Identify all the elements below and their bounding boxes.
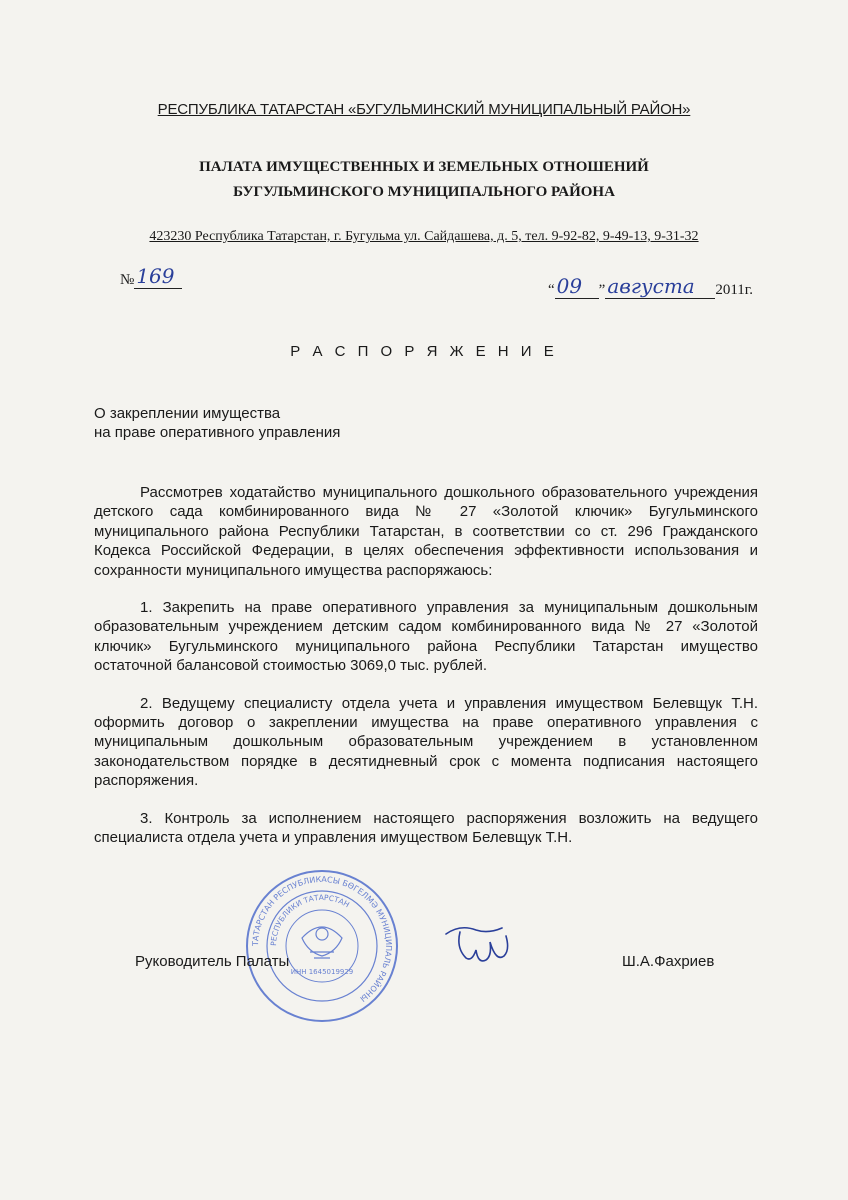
handwritten-signature [438, 920, 528, 970]
number-blank [134, 264, 182, 289]
number-prefix: № [120, 272, 135, 288]
signer-name: Ш.А.Фахриев [622, 953, 715, 970]
stamp-inner-text: РЕСПУБЛИКИ ТАТАРСТАН [268, 892, 352, 947]
handwritten-day: 09 [556, 274, 583, 298]
agency-name-line2: БУГУЛЬМИНСКОГО МУНИЦИПАЛЬНОГО РАЙОНА [233, 184, 615, 200]
date-open-quote: “ [548, 282, 555, 298]
body-item-3: 3. Контроль за исполнением настоящего распоряжения возложить на ведущего специалиста отдела учета и управления имуществом Белевщук Т.Н. [94, 809, 758, 847]
date-month-blank [605, 274, 715, 299]
body-item-2: 2. Ведущему специалисту отдела учета и управления имуществом Белевщук Т.Н. оформить договор о закреплении имущества на праве оперативного управления с муниципальным дошкольным образовательным учреждением в установленном законодательством порядке в десятидневный срок с момента подписания настоящего распоряжения. [94, 694, 758, 790]
subject-line2: на праве оперативного управления [94, 424, 341, 441]
subject-line1: О закреплении имущества [94, 405, 281, 422]
body-preamble: Рассмотрев ходатайство муниципального дошкольного образовательного учреждения детского сада комбинированного вида № 27 «Золотой ключик» Бугульминского муниципального района Республики Татарстан, в соответствии со ст. 296 Гражданского Кодекса Российской Федерации, в целях обеспечения эффективности использования и сохранности муниципального имущества распоряжаюсь: [94, 484, 758, 579]
header-region-line: РЕСПУБЛИКА ТАТАРСТАН «БУГУЛЬМИНСКИЙ МУНИЦИПАЛЬНЫЙ РАЙОН» [157, 101, 691, 118]
body-item-1: 1. Закрепить на праве оперативного управления за муниципальным дошкольным образовательным учреждением детским садом комбинированного вида № 27 «Золотой ключик» Бугульминского муниципального района Республики Татарстан имущество остаточной балансовой стоимостью 3069,0 тыс. рублей. [94, 599, 758, 675]
stamp-outer-text: ТАТАРСТАН РЕСПУБЛИКАСЫ БӨГЕЛМӘ МУНИЦИПАЛЬ РАЙОНЫ [250, 874, 394, 1004]
stamp-emblem-icon [302, 927, 342, 958]
signer-title: Руководитель Палаты [135, 953, 290, 970]
document-subject [94, 404, 340, 442]
handwritten-month: августа [607, 274, 695, 298]
date-year: 2011г. [715, 282, 753, 298]
document-date [548, 274, 753, 299]
date-close-quote: ” [598, 282, 606, 298]
handwritten-number: 169 [136, 264, 175, 288]
date-day-blank [555, 274, 599, 299]
agency-name [0, 155, 848, 205]
document-body [94, 483, 758, 866]
official-stamp [244, 868, 400, 1024]
agency-address: 423230 Республика Татарстан, г. Бугульма ул. Сайдашева, д. 5, тел. 9-92-82, 9-49-13, 9-31-32 [149, 229, 699, 244]
document-title: Р А С П О Р Я Ж Е Н И Е [290, 343, 558, 360]
document-number [120, 264, 182, 289]
agency-name-line1: ПАЛАТА ИМУЩЕСТВЕННЫХ И ЗЕМЕЛЬНЫХ ОТНОШЕНИЙ [199, 159, 649, 175]
stamp-inn: ИНН 1645019929 [290, 968, 354, 976]
